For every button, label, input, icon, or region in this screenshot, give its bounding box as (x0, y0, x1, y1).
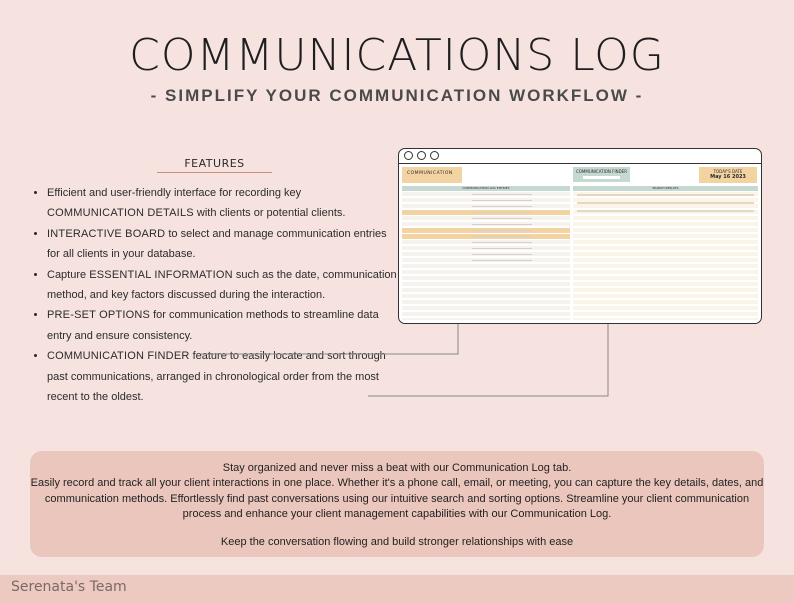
feature-item: • Efficient and user-friendly interface for recording key COMMUNICATION DETAILS with clients or potential clients. (47, 183, 397, 224)
features-heading: FEATURES (157, 157, 272, 173)
row-line (472, 236, 532, 237)
feature-item: • Capture ESSENTIAL INFORMATION such as the date, communication method, and key factors discussed during the interaction. (47, 265, 397, 306)
footer-bar (0, 575, 794, 603)
log-table-header: COMMUNICATION LOG ENTRIES (402, 186, 570, 191)
row-line (472, 254, 532, 255)
description-tagline: Keep the conversation flowing and build stronger relationships with ease (220, 536, 574, 549)
window-titlebar (399, 149, 761, 164)
row-line (472, 212, 532, 213)
description-box (30, 451, 764, 557)
window-dot-icon (430, 151, 439, 160)
window-dot-icon (404, 151, 413, 160)
row-line (472, 260, 532, 261)
description-line: Stay organized and never miss a beat with our Communication Log tab. (222, 462, 572, 474)
row-line (472, 206, 532, 207)
row-line (472, 248, 532, 249)
log-table (402, 192, 570, 320)
window-dot-icon (417, 151, 426, 160)
date-panel: TODAY'S DATE May 16 2023 (699, 167, 757, 183)
results-table (573, 192, 758, 320)
row-line (472, 200, 532, 201)
page-title: COMMUNICATIONS LOG (129, 30, 665, 81)
brand-name: Serenata's Team (11, 579, 127, 595)
row-line (472, 218, 532, 219)
row-line (472, 194, 532, 195)
finder-panel: COMMUNICATION FINDER (573, 167, 630, 182)
row-line (472, 242, 532, 243)
row-line (472, 230, 532, 231)
row-line (472, 224, 532, 225)
feature-item: • COMMUNICATION FINDER feature to easily locate and sort through past communications, arranged in chronological order from the most recent to the oldest. (47, 346, 397, 407)
description-paragraph: Easily record and track all your client interactions in one place. Whether it's a phone call, email, or meeting, you can capture the key details, dates, and communication methods. Effortlessly find past conversations using our intuitive search and sorting options. Streamline your client communication process and enhance your client management capabilities with our Communication Log. (30, 477, 764, 520)
page-subtitle: - SIMPLIFY YOUR COMMUNICATION WORKFLOW - (150, 86, 644, 105)
feature-item: • INTERACTIVE BOARD to select and manage communication entries for all clients in your database. (47, 224, 397, 265)
feature-item: • PRE-SET OPTIONS for communication methods to streamline data entry and ensure consistency. (47, 305, 397, 346)
app-preview-window (398, 148, 762, 324)
results-table-header: SEARCH RESULTS (573, 186, 758, 191)
comm-panel-title: COMMUNICATION (402, 167, 462, 183)
